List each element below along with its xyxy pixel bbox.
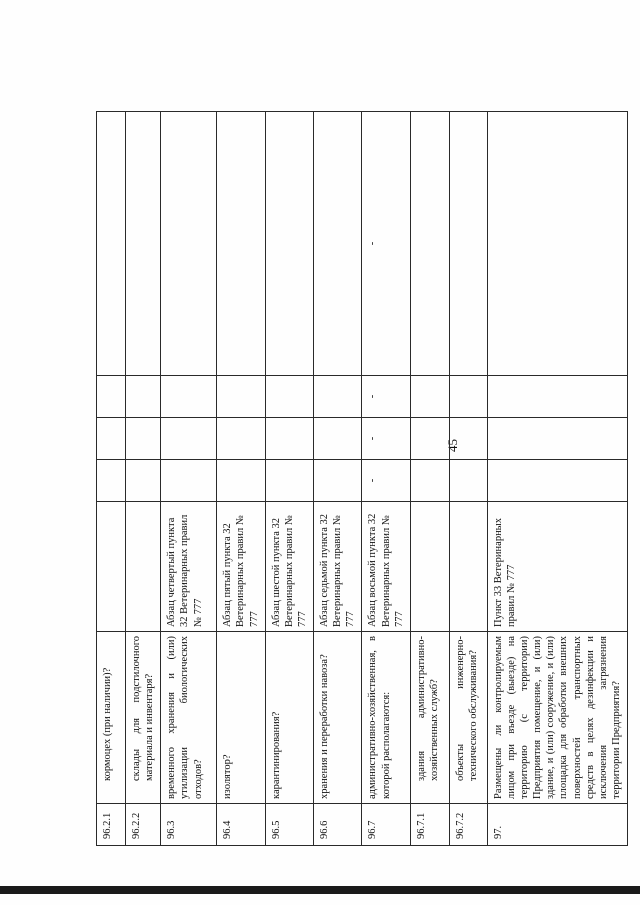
row-reference: Абзац пятый пункта 32 Ветеринарных правил № 777 (217, 502, 265, 632)
table-row (97, 112, 126, 846)
row-no-cell (314, 418, 362, 460)
row-reference: Абзац седьмой пункта 32 Ветеринарных правил № 777 (314, 502, 362, 632)
row-comment-cell (265, 112, 313, 376)
row-number: 96.7.2 (449, 804, 487, 846)
row-number: 96.7.1 (410, 804, 449, 846)
row-question: объекты инженерно-технического обслуживания? (449, 632, 487, 804)
table-row (126, 112, 161, 846)
row-no-cell (161, 418, 217, 460)
row-na-cell (97, 376, 126, 418)
row-na-cell (410, 376, 449, 418)
row-reference (126, 502, 161, 632)
row-comment-cell (217, 112, 265, 376)
row-question: здания административно-хозяйственных служб? (410, 632, 449, 804)
row-comment-cell (487, 112, 627, 376)
row-reference (449, 502, 487, 632)
row-reference (97, 502, 126, 632)
row-question: временного хранения и (или) утилизации биологических отходов? (161, 632, 217, 804)
checklist-table (96, 111, 628, 846)
row-comment-cell (97, 112, 126, 376)
row-comment-cell (126, 112, 161, 376)
row-number: 97. (487, 804, 627, 846)
row-number: 96.7 (362, 804, 410, 846)
checklist-table-rotated (96, 112, 622, 846)
row-number: 96.2.2 (126, 804, 161, 846)
row-question: кормоцех (при наличии)? (97, 632, 126, 804)
table-row (161, 112, 217, 846)
row-number: 96.3 (161, 804, 217, 846)
row-na-cell (126, 376, 161, 418)
row-no-cell (126, 418, 161, 460)
scan-edge-bar (0, 886, 640, 894)
table-row (487, 112, 627, 846)
table-row (314, 112, 362, 846)
row-comment-cell: - (362, 112, 410, 376)
row-yes-cell (314, 460, 362, 502)
row-question: административно-хозяйственная, в которой располагаются: (362, 632, 410, 804)
row-question: карантинирования? (265, 632, 313, 804)
row-yes-cell (449, 460, 487, 502)
row-yes-cell (126, 460, 161, 502)
row-na-cell (449, 376, 487, 418)
row-yes-cell: - (362, 460, 410, 502)
row-na-cell (487, 376, 627, 418)
row-no-cell (410, 418, 449, 460)
row-yes-cell (487, 460, 627, 502)
row-comment-cell (314, 112, 362, 376)
row-yes-cell (97, 460, 126, 502)
row-question: склады для подстилочного материала и инвентаря? (126, 632, 161, 804)
table-row (217, 112, 265, 846)
row-number: 96.5 (265, 804, 313, 846)
row-reference: Абзац четвертый пункта 32 Ветеринарных правил № 777 (161, 502, 217, 632)
row-na-cell: - (362, 376, 410, 418)
row-yes-cell (410, 460, 449, 502)
row-yes-cell (161, 460, 217, 502)
table-row (410, 112, 449, 846)
row-comment-cell (449, 112, 487, 376)
row-reference: Пункт 33 Ветеринарных правил № 777 (487, 502, 627, 632)
row-na-cell (161, 376, 217, 418)
row-comment-cell (410, 112, 449, 376)
table-row (362, 112, 410, 846)
row-na-cell (217, 376, 265, 418)
row-question: Размещены ли контролируемым лицом при въезде (выезде) на территорию (с территории) Предприятия помещение, и (или) здание, и (или) сооружение, и (или) площадка для обработки внешних поверхностей транспортных средств в целях дезинфекции и исключения загрязнения территории Предприятия? (487, 632, 627, 804)
row-number: 96.6 (314, 804, 362, 846)
row-na-cell (314, 376, 362, 418)
row-na-cell (265, 376, 313, 418)
row-no-cell: - (362, 418, 410, 460)
table-row (449, 112, 487, 846)
row-no-cell (217, 418, 265, 460)
row-comment-cell (161, 112, 217, 376)
row-no-cell (265, 418, 313, 460)
row-no-cell (97, 418, 126, 460)
row-question: хранения и переработки навоза? (314, 632, 362, 804)
row-number: 96.4 (217, 804, 265, 846)
page-number: 45 (445, 439, 460, 452)
row-number: 96.2.1 (97, 804, 126, 846)
row-no-cell (487, 418, 627, 460)
row-no-cell (449, 418, 487, 460)
row-question: изолятор? (217, 632, 265, 804)
row-reference (410, 502, 449, 632)
row-reference: Абзац восьмой пункта 32 Ветеринарных правил № 777 (362, 502, 410, 632)
row-yes-cell (265, 460, 313, 502)
row-yes-cell (217, 460, 265, 502)
row-reference: Абзац шестой пункта 32 Ветеринарных правил № 777 (265, 502, 313, 632)
table-row (265, 112, 313, 846)
